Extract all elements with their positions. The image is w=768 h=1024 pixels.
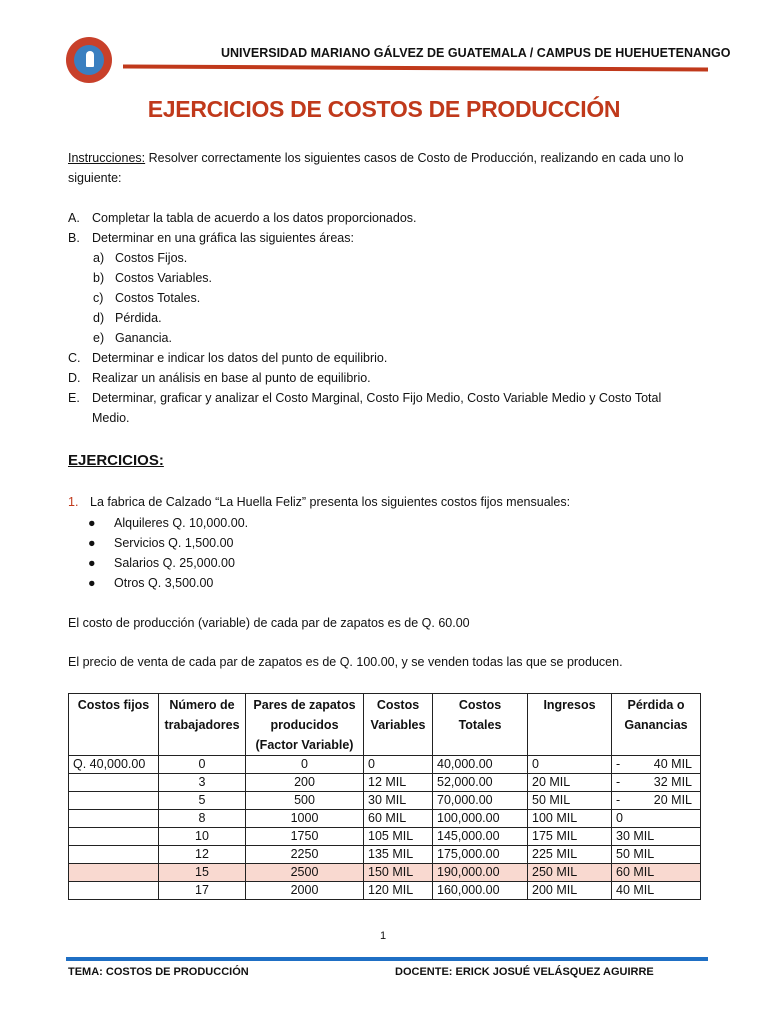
table-cell <box>612 810 701 828</box>
table-cell <box>69 810 159 828</box>
table-cell: 12 <box>159 846 246 864</box>
table-cell: 225 MIL <box>528 846 612 864</box>
value: 30 MIL <box>616 829 655 843</box>
column-header: Ingresos <box>528 694 612 756</box>
column-header: Número de trabajadores <box>159 694 246 756</box>
table-cell: 30 MIL <box>364 792 433 810</box>
column-header: Pérdida o Ganancias <box>612 694 701 756</box>
table-cell <box>69 882 159 900</box>
table-cell: 1750 <box>246 828 364 846</box>
page-title: EJERCICIOS DE COSTOS DE PRODUCCIÓN <box>147 96 621 122</box>
value: 32 MIL <box>653 775 692 789</box>
table-cell: 200 <box>246 774 364 792</box>
table-cell <box>69 828 159 846</box>
table-cell: 15 <box>159 864 246 882</box>
list-item <box>93 308 162 328</box>
list-marker: c) <box>93 291 104 305</box>
list-text: Determinar en una gráfica las siguientes áreas: <box>92 231 354 245</box>
exercise-number: 1. <box>68 495 79 509</box>
table-cell: 150 MIL <box>364 864 433 882</box>
table-row <box>69 828 701 846</box>
header-university: UNIVERSIDAD MARIANO GÁLVEZ DE GUATEMALA / CAMPUS DE HUEHUETENANGO <box>221 46 731 60</box>
table-cell <box>69 792 159 810</box>
bullet-icon: ● <box>88 536 96 550</box>
header-divider <box>123 64 708 71</box>
exercise-1-intro <box>68 492 570 512</box>
page-number: 1 <box>380 930 387 942</box>
table-cell: 500 <box>246 792 364 810</box>
value: 0 <box>616 811 623 825</box>
sale-price-text: El precio de venta de cada par de zapatos es de Q. 100.00, y se venden todas las que se producen. <box>68 655 623 669</box>
table-row <box>69 792 701 810</box>
table-row <box>69 882 701 900</box>
university-logo <box>66 37 112 83</box>
list-text: Ganancia. <box>115 331 172 345</box>
list-marker: B. <box>68 231 80 245</box>
table-cell: 3 <box>159 774 246 792</box>
list-item <box>68 348 387 368</box>
list-item <box>68 208 417 228</box>
value: 60 MIL <box>616 865 655 879</box>
table-cell: 20 MIL <box>528 774 612 792</box>
list-text: Determinar e indicar los datos del punto de equilibrio. <box>92 351 388 365</box>
table-row <box>69 774 701 792</box>
table-cell: Q. 40,000.00 <box>69 756 159 774</box>
table-cell: 2250 <box>246 846 364 864</box>
table-cell: 2500 <box>246 864 364 882</box>
table-cell: 175,000.00 <box>433 846 528 864</box>
table-cell: 135 MIL <box>364 846 433 864</box>
exercise-text: La fabrica de Calzado “La Huella Feliz” presenta los siguientes costos fijos mensuales: <box>90 495 571 509</box>
bullet-text: Alquileres Q. 10,000.00. <box>114 516 249 530</box>
table-cell <box>612 882 701 900</box>
table-cell: 100 MIL <box>528 810 612 828</box>
column-header: Costos Variables <box>364 694 433 756</box>
variable-cost-text: El costo de producción (variable) de cada par de zapatos es de Q. 60.00 <box>68 616 470 630</box>
list-text: Costos Variables. <box>115 271 213 285</box>
sign: - <box>616 793 621 807</box>
table-cell <box>69 864 159 882</box>
table-cell <box>612 774 701 792</box>
table-cell: 70,000.00 <box>433 792 528 810</box>
table-cell <box>612 828 701 846</box>
table-cell: 105 MIL <box>364 828 433 846</box>
bullet-icon: ● <box>88 516 96 530</box>
list-item <box>93 268 212 288</box>
footer-divider <box>66 957 708 961</box>
table-cell: 17 <box>159 882 246 900</box>
bullet-text: Otros Q. 3,500.00 <box>114 576 214 590</box>
list-marker: e) <box>93 331 105 345</box>
list-marker: D. <box>68 371 81 385</box>
column-header: Costos Totales <box>433 694 528 756</box>
table-cell <box>612 846 701 864</box>
table-cell: 120 MIL <box>364 882 433 900</box>
footer-teacher: DOCENTE: ERICK JOSUÉ VELÁSQUEZ AGUIRRE <box>395 966 654 978</box>
table-cell: 160,000.00 <box>433 882 528 900</box>
bullet-item <box>88 513 248 533</box>
table-cell <box>69 774 159 792</box>
section-heading: EJERCICIOS: <box>68 452 164 469</box>
table-cell: 40,000.00 <box>433 756 528 774</box>
table-cell <box>612 864 701 882</box>
table-cell: 200 MIL <box>528 882 612 900</box>
table-cell <box>612 756 701 774</box>
table-row <box>69 810 701 828</box>
instructions-text-2: siguiente: <box>68 171 122 185</box>
list-marker: b) <box>93 271 105 285</box>
column-header: Pares de zapatos producidos (Factor Variable) <box>246 694 364 756</box>
list-item <box>93 248 187 268</box>
table-cell: 0 <box>246 756 364 774</box>
list-item <box>68 228 354 248</box>
instructions <box>68 148 684 168</box>
table-cell: 1000 <box>246 810 364 828</box>
list-text: Costos Fijos. <box>115 251 188 265</box>
list-text: Realizar un análisis en base al punto de equilibrio. <box>92 371 371 385</box>
list-text: Costos Totales. <box>115 291 201 305</box>
footer-topic: TEMA: COSTOS DE PRODUCCIÓN <box>68 966 249 978</box>
table-cell: 10 <box>159 828 246 846</box>
list-text-cont: Medio. <box>92 411 130 425</box>
list-marker: C. <box>68 351 81 365</box>
list-item <box>93 288 200 308</box>
column-header: Costos fijos <box>69 694 159 756</box>
value: 40 MIL <box>653 757 692 771</box>
table-cell: 8 <box>159 810 246 828</box>
table-cell: 60 MIL <box>364 810 433 828</box>
bullet-item <box>88 533 234 553</box>
table-row <box>69 756 701 774</box>
list-item <box>68 388 661 408</box>
table-cell: 50 MIL <box>528 792 612 810</box>
list-text: Completar la tabla de acuerdo a los datos proporcionados. <box>92 211 417 225</box>
table-cell: 5 <box>159 792 246 810</box>
value: 50 MIL <box>616 847 655 861</box>
table-cell: 12 MIL <box>364 774 433 792</box>
table-cell: 175 MIL <box>528 828 612 846</box>
instructions-text: Resolver correctamente los siguientes casos de Costo de Producción, realizando en cada uno lo <box>145 151 684 165</box>
bullet-text: Salarios Q. 25,000.00 <box>114 556 235 570</box>
list-item <box>68 368 371 388</box>
table-cell: 0 <box>364 756 433 774</box>
value: 20 MIL <box>653 793 692 807</box>
table-cell: 145,000.00 <box>433 828 528 846</box>
bullet-icon: ● <box>88 576 96 590</box>
table-row <box>69 846 701 864</box>
cost-table <box>68 693 701 900</box>
sign: - <box>616 757 621 771</box>
table-cell: 250 MIL <box>528 864 612 882</box>
table-cell <box>612 792 701 810</box>
instructions-label: Instrucciones: <box>68 151 146 165</box>
list-text: Pérdida. <box>115 311 162 325</box>
bullet-item <box>88 553 235 573</box>
table-cell: 2000 <box>246 882 364 900</box>
table-cell: 100,000.00 <box>433 810 528 828</box>
value: 40 MIL <box>616 883 655 897</box>
table-cell: 52,000.00 <box>433 774 528 792</box>
table-cell: 0 <box>528 756 612 774</box>
list-marker: d) <box>93 311 105 325</box>
list-marker: a) <box>93 251 105 265</box>
table-cell: 190,000.00 <box>433 864 528 882</box>
table-row <box>69 864 701 882</box>
table-cell: 0 <box>159 756 246 774</box>
bullet-item <box>88 573 213 593</box>
bullet-icon: ● <box>88 556 96 570</box>
sign: - <box>616 775 621 789</box>
table-cell <box>69 846 159 864</box>
bullet-text: Servicios Q. 1,500.00 <box>114 536 234 550</box>
list-marker: A. <box>68 211 80 225</box>
list-item <box>93 328 172 348</box>
list-text: Determinar, graficar y analizar el Costo Marginal, Costo Fijo Medio, Costo Variable Medio y Costo Total <box>92 391 662 405</box>
list-marker: E. <box>68 391 80 405</box>
